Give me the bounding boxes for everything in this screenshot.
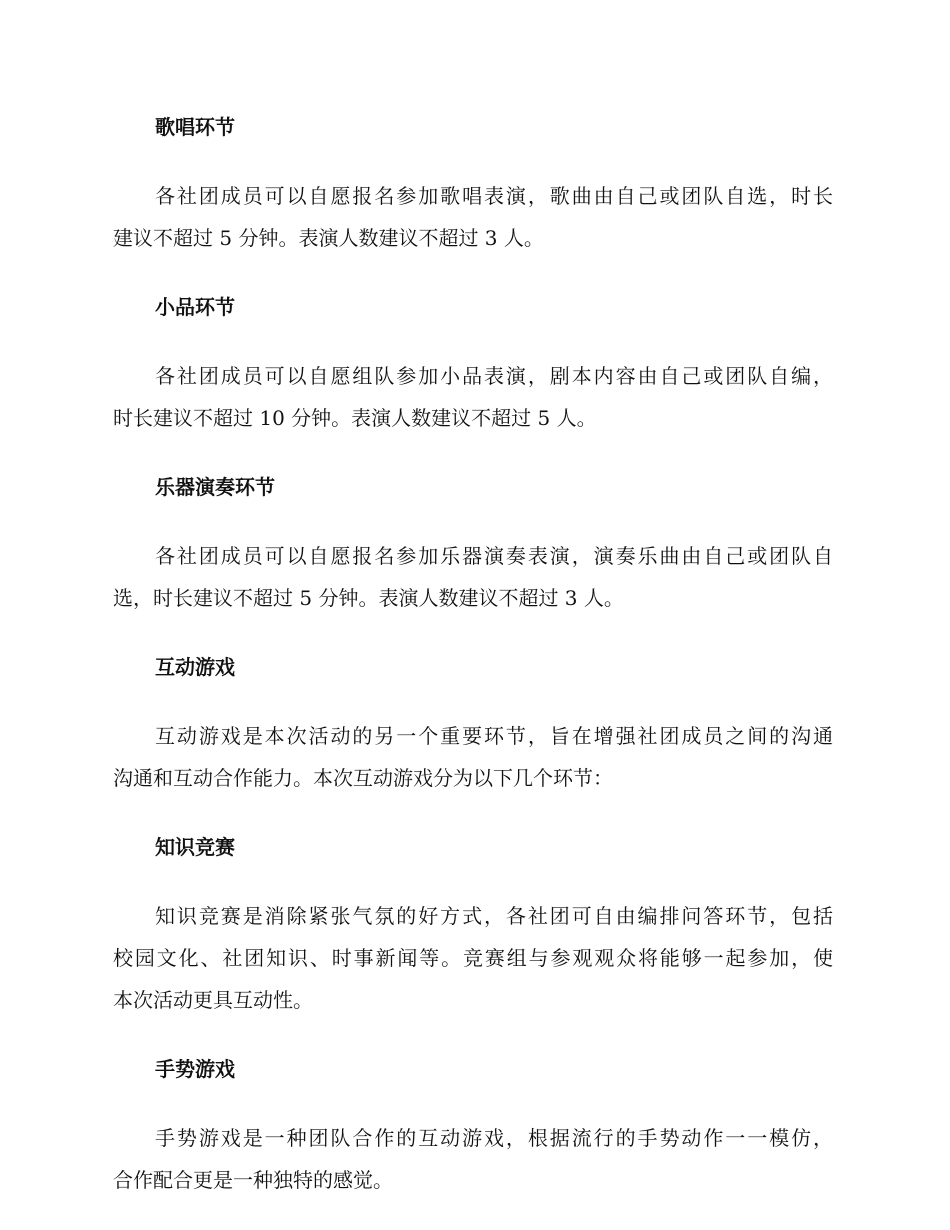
paragraph-line: 各社团成员可以自愿组队参加小品表演，剧本内容由自己或团队自编， <box>155 364 833 388</box>
paragraph-line: 知识竞赛是消除紧张气氛的好方式，各社团可自由编排问答环节，包括 <box>155 904 833 928</box>
paragraph-line: 各社团成员可以自愿报名参加乐器演奏表演，演奏乐曲由自己或团队自 <box>155 544 833 568</box>
paragraph-line: 沟通和互动合作能力。本次互动游戏分为以下几个环节： <box>113 766 613 790</box>
spacer <box>113 439 833 466</box>
section-paragraph-skit <box>113 355 833 439</box>
paragraph-line: 选，时长建议不超过 5 分钟。表演人数建议不超过 3 人。 <box>113 586 624 610</box>
paragraph-line: 本次活动更具互动性。 <box>113 988 313 1012</box>
paragraph-line: 合作配合更是一种独特的感觉。 <box>113 1168 393 1192</box>
section-heading-gesture-game: 手势游戏 <box>155 1057 235 1081</box>
spacer <box>113 508 833 535</box>
spacer <box>113 619 833 646</box>
paragraph-line: 建议不超过 5 分钟。表演人数建议不超过 3 人。 <box>113 226 544 250</box>
section-paragraph-instrument <box>113 535 833 619</box>
section-heading-interactive-games: 互动游戏 <box>155 655 235 679</box>
paragraph-line: 互动游戏是本次活动的另一个重要环节，旨在增强社团成员之间的沟通 <box>155 724 833 748</box>
spacer <box>113 328 833 355</box>
paragraph-line: 各社团成员可以自愿报名参加歌唱表演，歌曲由自己或团队自选，时长 <box>155 184 833 208</box>
spacer <box>113 799 833 826</box>
paragraph-line: 手势游戏是一种团队合作的互动游戏，根据流行的手势动作一一模仿， <box>155 1126 833 1150</box>
spacer <box>113 688 833 715</box>
section-paragraph-quiz <box>113 895 833 1021</box>
section-heading-quiz: 知识竞赛 <box>155 835 235 859</box>
spacer <box>113 148 833 175</box>
paragraph-line: 时长建议不超过 10 分钟。表演人数建议不超过 5 人。 <box>113 406 597 430</box>
section-heading-instrument: 乐器演奏环节 <box>155 475 275 499</box>
section-paragraph-gesture-game <box>113 1117 833 1201</box>
section-paragraph-interactive-games <box>113 715 833 799</box>
section-heading-skit: 小品环节 <box>155 295 235 319</box>
section-paragraph-singing <box>113 175 833 259</box>
spacer <box>113 868 833 895</box>
paragraph-line: 校园文化、社团知识、时事新闻等。竞赛组与参观观众将能够一起参加，使 <box>113 946 833 970</box>
spacer <box>113 1021 833 1048</box>
document-body <box>113 106 833 1201</box>
spacer <box>113 259 833 286</box>
section-heading-singing: 歌唱环节 <box>155 115 235 139</box>
spacer <box>113 1090 833 1117</box>
